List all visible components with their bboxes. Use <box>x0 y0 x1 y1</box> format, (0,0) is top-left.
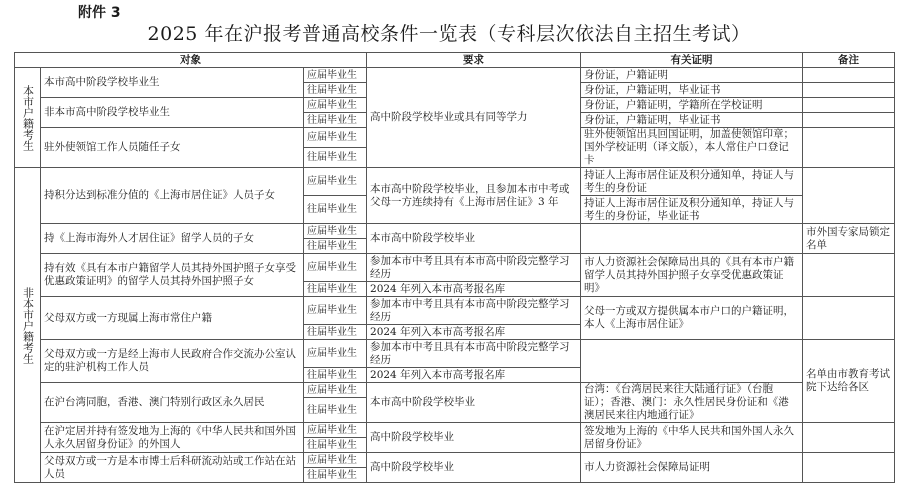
proof-cell: 身份证，户籍证明，毕业证书 <box>581 113 803 128</box>
status-cell: 应届毕业生 <box>304 128 367 148</box>
proof-cell: 市人力资源社会保障局出具的《具有本市户籍留学人员其持外国护照子女享受优惠政策证明》 <box>581 254 803 297</box>
remark-cell <box>803 113 895 128</box>
status-cell: 往届毕业生 <box>304 148 367 168</box>
remark-cell <box>803 254 895 297</box>
remark-cell <box>803 68 895 83</box>
remark-cell: 市外国专家局锁定名单 <box>803 224 895 254</box>
proof-cell: 市人力资源社会保障局证明 <box>581 453 803 483</box>
target-cell: 父母双方或一方是经上海市人民政府合作交流办公室认定的驻沪机构工作人员 <box>41 340 304 383</box>
target-cell: 父母双方或一方现属上海市常住户籍 <box>41 297 304 340</box>
category-nonlocal: 非本市户籍考生 <box>15 168 41 483</box>
requirement-cell: 高中阶段学校毕业 <box>367 423 581 453</box>
category-local: 本市户籍考生 <box>15 68 41 168</box>
table-row <box>15 68 895 83</box>
status-cell: 应届毕业生 <box>304 98 367 113</box>
remark-cell <box>803 168 895 224</box>
remark-cell <box>803 453 895 483</box>
target-cell: 在沪台湾同胞，香港、澳门特别行政区永久居民 <box>41 383 304 423</box>
target-cell: 持《上海市海外人才居住证》留学人员的子女 <box>41 224 304 254</box>
status-cell: 应届毕业生 <box>304 297 367 325</box>
status-cell: 往届毕业生 <box>304 239 367 254</box>
proof-cell: 驻外使领馆出具回国证明，加盖使领馆印章；国外学校证明（译文版），本人常住户口登记卡 <box>581 128 803 168</box>
status-cell: 往届毕业生 <box>304 83 367 98</box>
table-row <box>15 254 895 282</box>
status-cell: 往届毕业生 <box>304 196 367 224</box>
remark-cell <box>803 423 895 453</box>
status-cell: 往届毕业生 <box>304 368 367 383</box>
requirement-cell: 本市高中阶段学校毕业 <box>367 383 581 423</box>
requirement-cell: 高中阶段学校毕业或具有同等学力 <box>367 68 581 168</box>
proof-cell: 持证人上海市居住证及积分通知单，持证人与考生的身份证，毕业证书 <box>581 196 803 224</box>
conditions-table <box>14 52 895 483</box>
proof-cell: 身份证，户籍证明 <box>581 68 803 83</box>
column-header-remark: 备注 <box>803 53 895 68</box>
status-cell: 往届毕业生 <box>304 282 367 297</box>
status-cell: 应届毕业生 <box>304 68 367 83</box>
table-row <box>15 297 895 325</box>
status-cell: 应届毕业生 <box>304 383 367 398</box>
status-cell: 往届毕业生 <box>304 325 367 340</box>
remark-cell <box>803 297 895 340</box>
table-header-row <box>15 53 895 68</box>
column-header-requirement: 要求 <box>367 53 581 68</box>
proof-cell: 持证人上海市居住证及积分通知单，持证人与考生的身份证 <box>581 168 803 196</box>
proof-cell: 台湾：《台湾居民来往大陆通行证》（台胞证）；香港、澳门：永久性居民身份证和《港澳居民来往内地通行证》 <box>581 383 803 423</box>
status-cell: 应届毕业生 <box>304 168 367 196</box>
proof-cell: 身份证，户籍证明，毕业证书 <box>581 83 803 98</box>
requirement-cell: 本市高中阶段学校毕业，且参加本市中考或父母一方连续持有《上海市居住证》3 年 <box>367 168 581 224</box>
status-cell: 应届毕业生 <box>304 423 367 438</box>
proof-cell: 身份证，户籍证明，学籍所在学校证明 <box>581 98 803 113</box>
remark-cell: 名单由市教育考试院下达给各区 <box>803 340 895 423</box>
target-cell: 持有效《具有本市户籍留学人员其持外国护照子女享受优惠政策证明》的留学人员其持外国护照子女 <box>41 254 304 297</box>
requirement-cell: 本市高中阶段学校毕业 <box>367 224 581 254</box>
column-header-proof: 有关证明 <box>581 53 803 68</box>
proof-cell <box>581 224 803 254</box>
requirement-cell: 2024 年列入本市高考报名库 <box>367 325 581 340</box>
target-cell: 父母双方或一方是本市博士后科研流动站或工作站在站人员 <box>41 453 304 483</box>
target-cell: 驻外使领馆工作人员随任子女 <box>41 128 304 168</box>
requirement-cell: 2024 年列入本市高考报名库 <box>367 368 581 383</box>
remark-cell <box>803 98 895 113</box>
status-cell: 往届毕业生 <box>304 398 367 423</box>
remark-cell <box>803 83 895 98</box>
status-cell: 应届毕业生 <box>304 453 367 468</box>
table-row <box>15 423 895 438</box>
remark-cell <box>803 128 895 168</box>
target-cell: 本市高中阶段学校毕业生 <box>41 68 304 98</box>
requirement-cell: 参加本市中考且具有本市高中阶段完整学习经历 <box>367 254 581 282</box>
table-row <box>15 383 895 398</box>
status-cell: 往届毕业生 <box>304 113 367 128</box>
requirement-cell: 参加本市中考且具有本市高中阶段完整学习经历 <box>367 340 581 368</box>
status-cell: 应届毕业生 <box>304 224 367 239</box>
status-cell: 往届毕业生 <box>304 438 367 453</box>
table-row <box>15 224 895 239</box>
target-cell: 持积分达到标准分值的《上海市居住证》人员子女 <box>41 168 304 224</box>
status-cell: 应届毕业生 <box>304 340 367 368</box>
status-cell: 往届毕业生 <box>304 468 367 483</box>
proof-cell <box>581 340 803 383</box>
requirement-cell: 2024 年列入本市高考报名库 <box>367 282 581 297</box>
proof-cell: 签发地为上海的《中华人民共和国外国人永久居留身份证》 <box>581 423 803 453</box>
status-cell: 应届毕业生 <box>304 254 367 282</box>
proof-cell: 父母一方或双方提供属本市户口的户籍证明，本人《上海市居住证》 <box>581 297 803 340</box>
requirement-cell: 高中阶段学校毕业 <box>367 453 581 483</box>
table-row <box>15 340 895 368</box>
attachment-label: 附件 3 <box>78 5 121 21</box>
target-cell: 非本市高中阶段学校毕业生 <box>41 98 304 128</box>
column-header-target: 对象 <box>15 53 367 68</box>
table-row <box>15 168 895 196</box>
page-title: 2025 年在沪报考普通高校条件一览表（专科层次依法自主招生考试） <box>147 23 751 45</box>
requirement-cell: 参加本市中考且具有本市高中阶段完整学习经历 <box>367 297 581 325</box>
target-cell: 在沪定居并持有签发地为上海的《中华人民共和国外国人永久居留身份证》的外国人 <box>41 423 304 453</box>
table-row <box>15 453 895 468</box>
